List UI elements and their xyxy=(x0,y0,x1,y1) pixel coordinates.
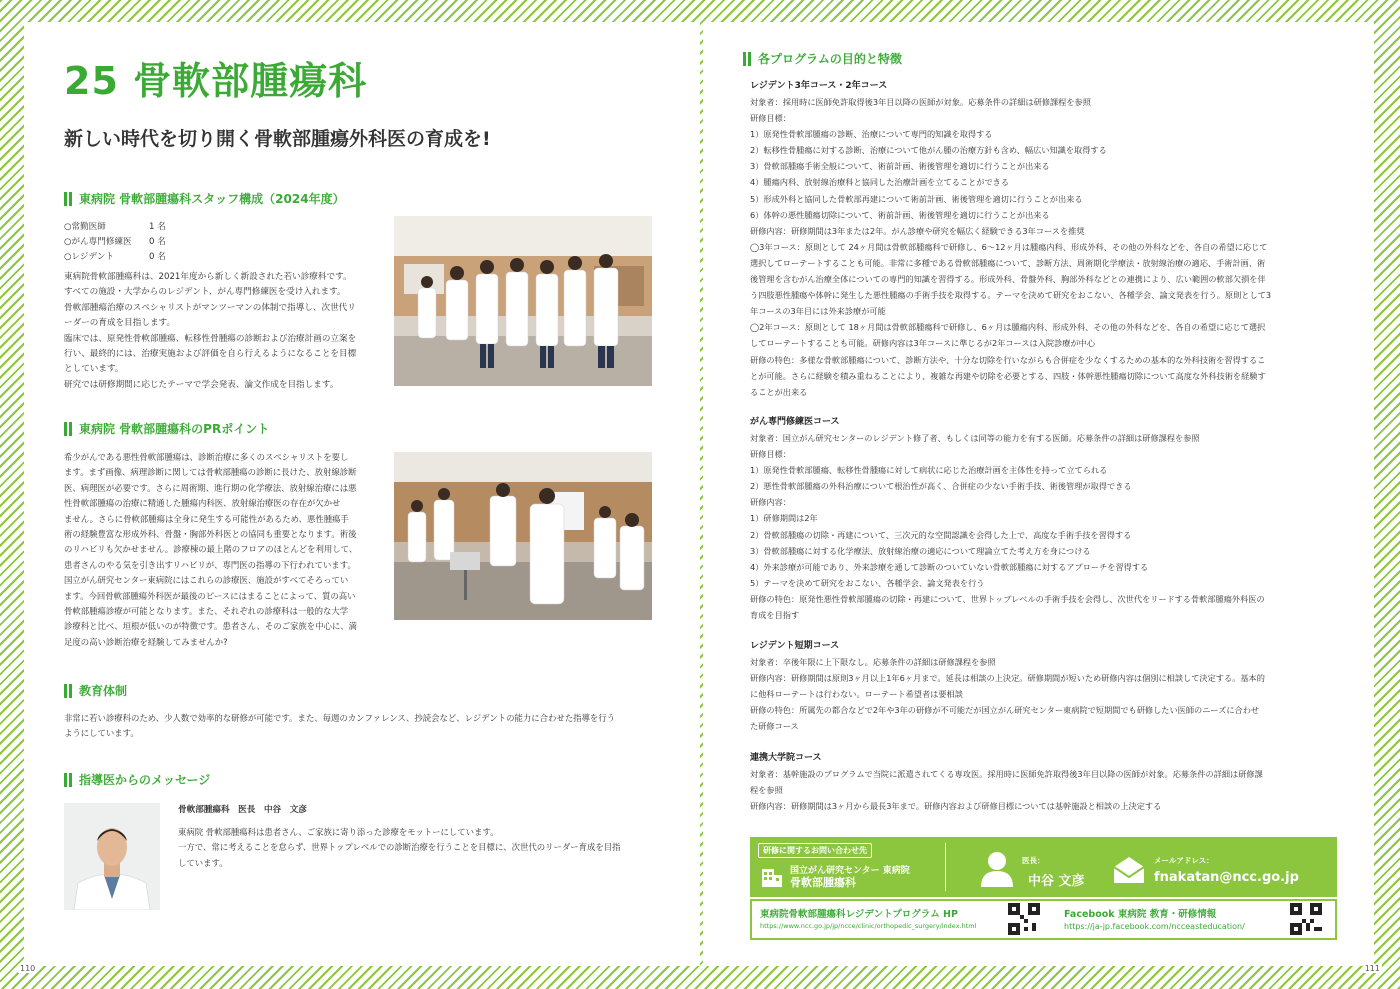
doctor-signature: 骨軟部腫瘍科 医長 中谷 文彦 xyxy=(178,805,307,815)
mail-icon xyxy=(1112,855,1146,885)
message-heading-text: 指導医からのメッセージ xyxy=(79,773,211,787)
hp-qr-code xyxy=(1008,903,1040,935)
staff-row: ○がん専門修練医 0 名 xyxy=(64,237,166,247)
education-heading xyxy=(64,682,127,699)
hp-title: 東病院骨軟部腫瘍科レジデントプログラム HP xyxy=(760,909,958,920)
pr-heading xyxy=(64,420,269,437)
staff-row: ○常勤医師 1 名 xyxy=(64,222,166,232)
page-subtitle: 新しい時代を切り開く骨軟部腫瘍外科医の育成を! xyxy=(64,128,491,150)
education-paragraph: 非常に若い診療科のため、少人数で効率的な研修が可能です。また、毎週のカンファレンス、抄読会など、レジデントの能力に合わせた指導を行う ようにしています。 xyxy=(64,713,615,739)
contact-box xyxy=(750,837,1337,897)
building-icon xyxy=(760,865,784,887)
facebook-title: Facebook 東病院 教育・研修情報 xyxy=(1064,909,1217,920)
programs-heading xyxy=(743,50,902,67)
staff-heading xyxy=(64,190,345,207)
program-residency-3yr: レジデント3年コース・2年コース 対象者：採用時に医師免許取得後3年目以降の医師が対象。応募条件の詳細は研修課程を参照 研修目標： 1）原発性骨軟部腫瘍の診断、治療について専門的知識を取得する 2）転移性骨腫瘍に対する診断、治療について他がん腫の治療方針も含め、幅広い知識を取得する 3）骨軟部腫瘍手術全般について、術前計画、術後管理を適切に行うことが出来る 4）腫瘍内科、放射線治療科と協同した治療計画を立てることができる 5）形成外科と協同した骨軟部再建について術前計画、術後管理を適切に行うことが出来る 6）体幹の悪性腫瘍切除について、術前計画、術後管理を適切に行うことが出来る 研修内容：研修期間は3年または2年。がん診療や研究を幅広く経験できる3年コースを推奨 ◯3年コース：原則として 24ヶ月間は骨軟部腫瘍科で研修し、6〜12ヶ月は腫瘍内科、形成外科、その他の外科などを、各自の希望に応じて 選択してローテートすることも可能。非常に多種である骨軟部腫瘍について、診断方法、周術期化学療法・放射線治療の適応、手術計画、術 後管理を含むがん治療全体についての専門的知識を習得する。形成外科、骨盤外科、胸部外科などとの連携により、広い範囲の軟部欠損を伴 う四肢悪性腫瘍や体幹に発生した悪性腫瘍の手術手技を取得する。テーマを決めて研究をおこない、各種学会、論文発表を行う。原則として3 年コースの3年目には外来診療が可能 ◯2年コース：原則として 18ヶ月間は骨軟部腫瘍科で研修し、6ヶ月は腫瘍内科、形成外科、その他の外科などを、各自の希望に応じて選択 してローテートすることも可能。研修内容は3年コースに準じるが2年コースは入院診療が中心 研修の特色：多様な骨軟部腫瘍について、診断方法や、十分な切除を行いながらも合併症を少なくするための基本的な外科技術を習得するこ とが可能。さらに経験を積み重ねることにより、複雑な再建や切除を必要とする、四肢・体幹悪性腫瘍切除について高度な外科技術を経験す ることが出来る xyxy=(750,79,1338,400)
links-box xyxy=(750,899,1337,940)
staff-list xyxy=(64,220,364,265)
program-title: レジデント短期コース xyxy=(750,641,840,651)
education-heading-text: 教育体制 xyxy=(79,684,128,698)
program-specialist: がん専門修練医コース 対象者：国立がん研究センターのレジデント修了者、もしくは同等の能力を有する医師。応募条件の詳細は研修課程を参照 研修目標： 1）原発性骨軟部腫瘍、転移性骨腫瘍に対して病状に応じた治療計画を主体性を持って立てられる 2）悪性骨軟部腫瘍の外科治療について根治性が高く、合併症の少ない手術手技、術後管理が取得できる 研修内容： 1）研修期間は2年 2）骨軟部腫瘍の切除・再建について、三次元的な空間認識を会得した上で、高度な手術手技を習得する 3）骨軟部腫瘍に対する化学療法、放射線治療の適応について理論立てた考え方を身につける 4）外来診療が可能であり、外来診療を通して診断のついていない骨軟部腫瘍に対するアプローチを習得する 5）テーマを決めて研究をおこない、各種学会、論文発表を行う 研修の特色：原発性悪性骨軟部腫瘍の切除・再建について、世界トップレベルの手術手技を会得し、次世代をリードする骨軟部腫瘍外科医の 育成を目指す xyxy=(750,415,1338,623)
contact-name: 中谷 文彦 xyxy=(1028,874,1085,889)
staff-heading-text: 東病院 骨軟部腫瘍科スタッフ構成（2024年度） xyxy=(79,192,345,206)
page-number-left: 110 xyxy=(20,964,36,973)
contact-email-label: メールアドレス： xyxy=(1154,856,1214,865)
left-page xyxy=(24,22,700,966)
program-title: レジデント3年コース・2年コース xyxy=(750,81,888,91)
chapter-title: 25 骨軟部腫瘍科 xyxy=(64,59,368,103)
message-heading xyxy=(64,771,210,788)
page-number-right: 111 xyxy=(1364,964,1380,973)
program-graduate: 連携大学院コース 対象者：基幹施設のプログラムで当院に派遣されてくる専攻医。採用時に医師免許取得後3年目以降の医師が対象。応募条件の詳細は研修課 程を参照 研修内容：研修期間は3ヶ月から最長3年まで。研修内容および研修目標については基幹施設と相談の上決定する xyxy=(750,751,1338,814)
team-photo xyxy=(394,216,652,386)
program-title: 連携大学院コース xyxy=(750,753,822,763)
programs-heading-text: 各プログラムの目的と特徴 xyxy=(758,52,902,66)
hp-url[interactable]: https://www.ncc.go.jp/jp/ncce/clinic/orthopedic_surgery/index.html xyxy=(760,922,977,930)
person-icon xyxy=(980,851,1014,887)
conference-photo xyxy=(394,452,652,620)
right-page xyxy=(703,22,1374,966)
facebook-qr-code xyxy=(1290,903,1322,935)
facebook-url[interactable]: https://ja-jp.facebook.com/ncceasteducation/ xyxy=(1064,922,1245,931)
staff-row: ○レジデント 0 名 xyxy=(64,252,166,262)
doctor-portrait xyxy=(64,803,160,910)
program-title: がん専門修練医コース xyxy=(750,417,840,427)
pr-paragraph: 希少がんである悪性骨軟部腫瘍は、診断治療に多くのスペシャリストを要し ます。まず画像、病理診断に関しては骨軟部腫瘍の診断に長けた、放射線診断 医、病理医が必要です。さらに周術期、進行期の化学療法、放射線治療には悪 性骨軟部腫瘍の治療に精通した腫瘍内科医、放射線治療医の存在が欠かせ ません。さらに骨軟部腫瘍は全身に発生する可能性があるため、悪性腫瘍手 術の経験豊富な形成外科、骨盤・胸部外科医との協同も重要となります。術後 のリハビリも欠かせません。診療棟の最上階のフロアのほとんどを利用して、 患者さんのやる気を引き出すリハビリが、専門医の指導の下行われています。 国立がん研究センター東病院にはこれらの診療医、施設がすべてそろってい ます。今回骨軟部腫瘍外科医が最後のピースにはまることによって、質の高い 骨軟部腫瘍診療が可能となります。また、それぞれの診療科は一般的な大学 診療科と比べ、垣根が低いのが特徴です。患者さん、そのご家族を中心に、満 足度の高い診断治療を経験してみませんか? xyxy=(64,452,358,647)
contact-tag: 研修に関するお問い合わせ先 xyxy=(758,843,872,858)
program-short-term: レジデント短期コース 対象者：卒後年限に上下限なし。応募条件の詳細は研修課程を参照 研修内容：研修期間は原則3ヶ月以上1年6ヶ月まで。延長は相談の上決定。研修期間が短いため研修内容は個別に相談して決定する。基本的 に他科ローテートは行わない。ローテート希望者は要相談 研修の特色：所属先の都合などで2年や3年の研修が不可能だが国立がん研究センター東病院で短期間でも研修したい医師のニーズに合わせ た研修コース xyxy=(750,639,1338,734)
contact-role-label: 医長： xyxy=(1022,856,1045,865)
staff-paragraph: 東病院骨軟部腫瘍科は、2021年度から新しく新設された若い診療科です。 すべての施設・大学からのレジデント、がん専門修練医を受け入れます。 骨軟部腫瘍治療のスペシャリストがマンツーマンの体制で指導し、次世代リ ーダーの育成を目指します。 臨床では、原発性骨軟部腫瘍、転移性骨腫瘍の診断および治療計画の立案を 行い、最終的には、治療実施および評価を自ら行えるようになることを目標 としています。 研究では研修期間に応じたテーマで学会発表、論文作成を目指します。 xyxy=(64,272,357,390)
contact-email[interactable]: fnakatan@ncc.go.jp xyxy=(1154,870,1299,885)
pr-heading-text: 東病院 骨軟部腫瘍科のPRポイント xyxy=(79,422,270,436)
message-paragraph: 東病院 骨軟部腫瘍科は患者さん、ご家族に寄り添った診療をモットーにしています。 一方で、常に考えることを怠らず、世界トップレベルでの診断治療を行うことを目標に、次世代のリーダー育成を目指 しています。 xyxy=(178,827,621,868)
contact-organization: 国立がん研究センター 東病院 骨軟部腫瘍科 xyxy=(790,866,910,889)
